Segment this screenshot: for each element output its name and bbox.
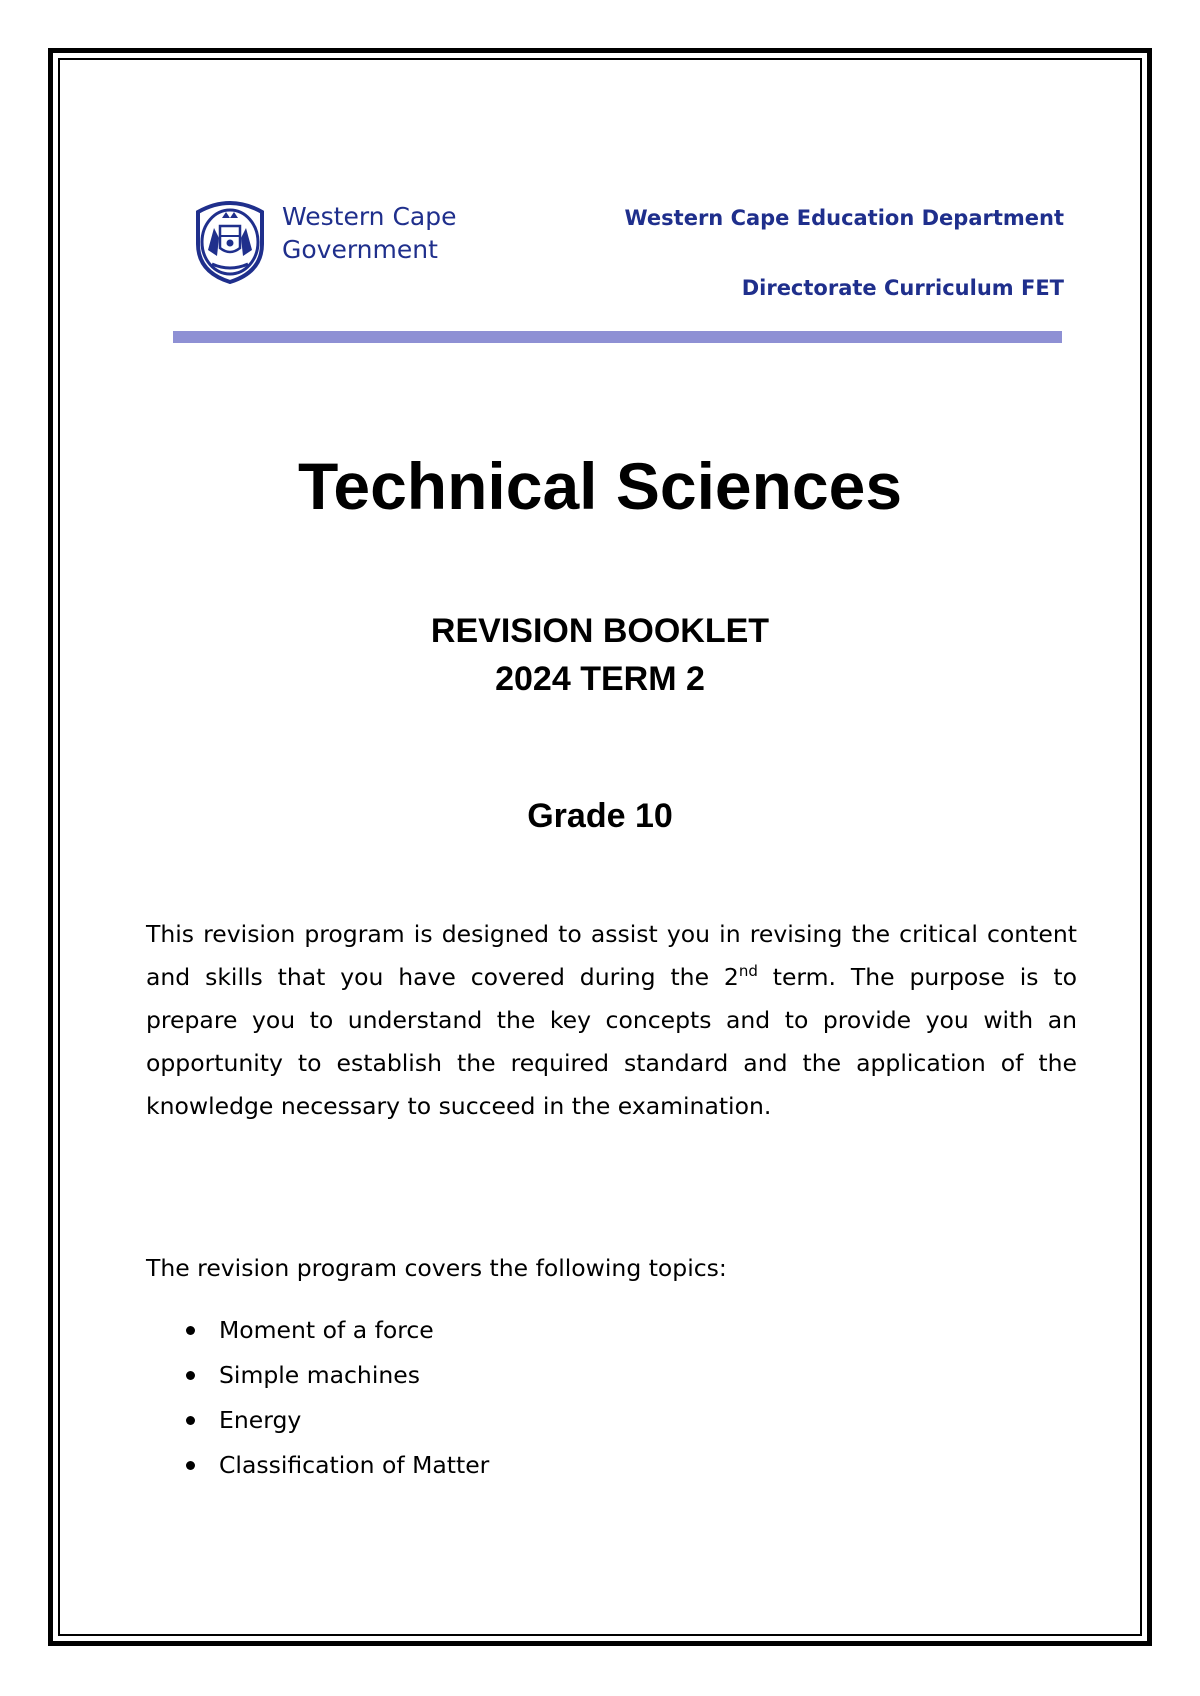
intro-paragraph bbox=[146, 913, 1077, 1128]
topic-label: Moment of a force bbox=[219, 1316, 434, 1344]
logo-line-2: Government bbox=[282, 235, 438, 264]
ordinal-suffix: nd bbox=[738, 962, 758, 981]
bullet-icon bbox=[186, 1416, 195, 1425]
bullet-icon bbox=[186, 1461, 195, 1470]
intro-text-end: term. The purpose is to prepare you to understand the key concepts and to provide you with an opportunity to establish the required standard and the application of the knowledge necessary to succeed in the examination. bbox=[146, 963, 1077, 1120]
topics-list bbox=[146, 1308, 489, 1488]
list-item bbox=[146, 1353, 489, 1398]
intro-text-start: This revision program is designed to assist you in revising the critical content and skills that you have covered during the 2 bbox=[146, 920, 1077, 991]
western-cape-government-logo bbox=[184, 192, 484, 287]
department-name: Western Cape Education Department bbox=[624, 206, 1064, 230]
logo-line-1: Western Cape bbox=[282, 202, 457, 231]
logo-wordmark bbox=[282, 200, 457, 266]
bullet-icon bbox=[186, 1326, 195, 1335]
term-label: 2024 TERM 2 bbox=[495, 660, 705, 698]
bullet-icon bbox=[186, 1371, 195, 1380]
grade-label: Grade 10 bbox=[527, 797, 673, 835]
list-item bbox=[146, 1308, 489, 1353]
topics-intro: The revision program covers the following topics: bbox=[146, 1254, 727, 1282]
document-title: Technical Sciences bbox=[297, 449, 903, 523]
list-item bbox=[146, 1443, 489, 1488]
coat-of-arms-icon bbox=[184, 192, 276, 284]
list-item bbox=[146, 1398, 489, 1443]
topic-label: Energy bbox=[219, 1406, 302, 1434]
topic-label: Simple machines bbox=[219, 1361, 420, 1389]
booklet-label: REVISION BOOKLET bbox=[430, 612, 770, 650]
topic-label: Classification of Matter bbox=[219, 1451, 490, 1479]
directorate-name: Directorate Curriculum FET bbox=[741, 276, 1064, 300]
header-divider bbox=[173, 331, 1062, 343]
